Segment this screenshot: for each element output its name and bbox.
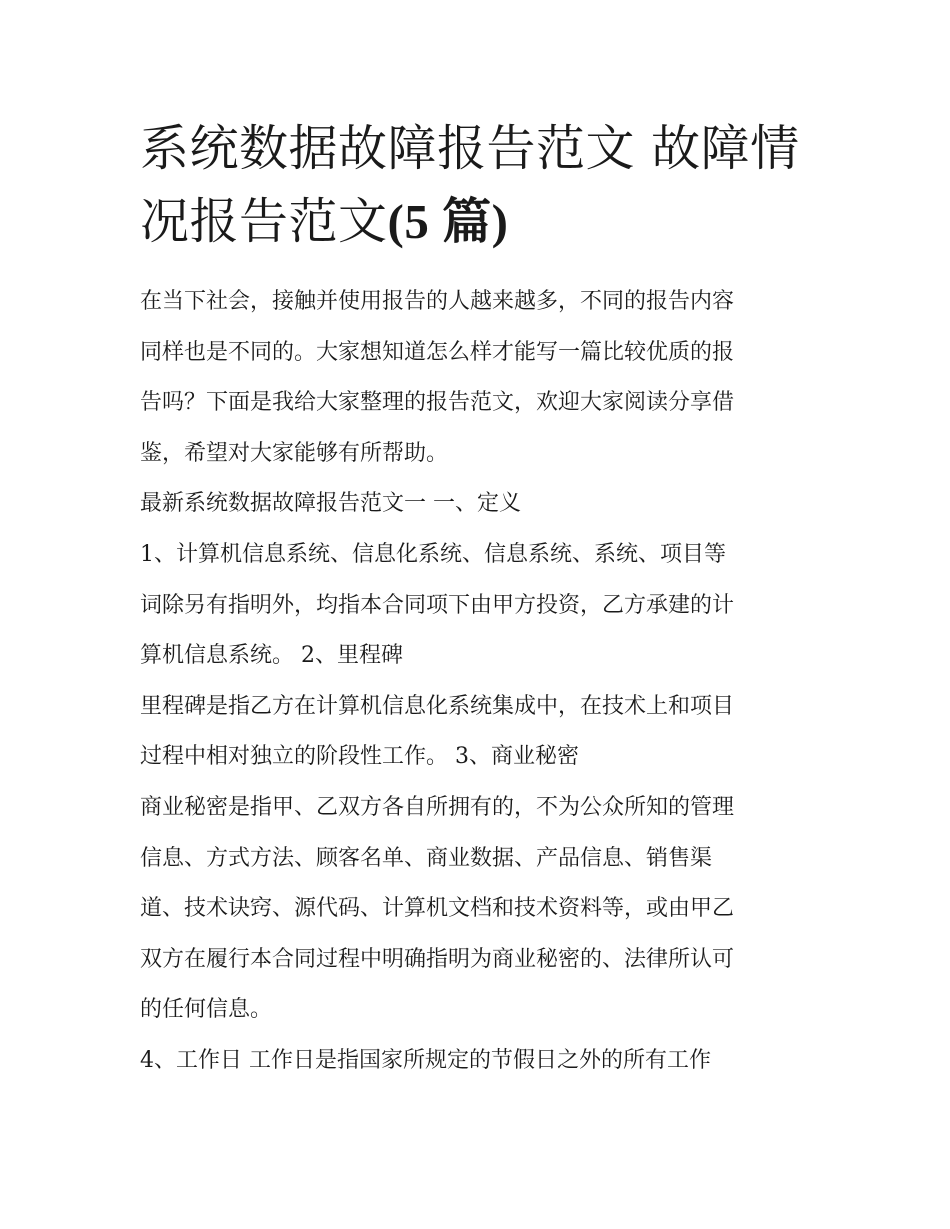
text-line: 商业秘密是指甲、乙双方各自所拥有的，不为公众所知的管理 bbox=[140, 794, 735, 820]
title-line-2-prefix: 况报告范文 bbox=[140, 193, 388, 250]
text-line: 双方在履行本合同过程中明确指明为商业秘密的、法律所认可 bbox=[140, 946, 735, 972]
document-title bbox=[140, 112, 820, 258]
title-line-1: 系统数据故障报告范文 故障情 bbox=[140, 120, 800, 177]
text-line: 算机信息系统。 2、里程碑 bbox=[140, 643, 403, 669]
text-line: 道、技术诀窍、源代码、计算机文档和技术资料等，或由甲乙 bbox=[140, 896, 735, 922]
text-line: 过程中相对独立的阶段性工作。 3、商业秘密 bbox=[140, 744, 579, 770]
text-line: 在当下社会，接触并使用报告的人越来越多，不同的报告内容 bbox=[140, 289, 735, 314]
section-heading: 最新系统数据故障报告范文一 一、定义 bbox=[140, 491, 521, 517]
text-line: 同样也是不同的。大家想知道怎么样才能写一篇比较优质的报 bbox=[140, 339, 735, 365]
text-line: 里程碑是指乙方在计算机信息化系统集成中，在技术上和项目 bbox=[140, 693, 735, 719]
text-line: 1、计算机信息系统、信息化系统、信息系统、系统、项目等 bbox=[140, 541, 726, 567]
document-body bbox=[140, 277, 830, 1087]
text-line: 4、工作日 工作日是指国家所规定的节假日之外的所有工作 bbox=[140, 1047, 711, 1073]
text-line: 的任何信息。 bbox=[140, 997, 273, 1023]
text-line: 鉴，希望对大家能够有所帮助。 bbox=[140, 440, 449, 466]
text-line: 信息、方式方法、顾客名单、商业数据、产品信息、销售渠 bbox=[140, 845, 713, 871]
text-line: 告吗？下面是我给大家整理的报告范文，欢迎大家阅读分享借 bbox=[140, 390, 735, 416]
title-line-2-suffix: (5 篇) bbox=[387, 194, 509, 249]
text-line: 词除另有指明外，均指本合同项下由甲方投资，乙方承建的计 bbox=[140, 592, 735, 618]
